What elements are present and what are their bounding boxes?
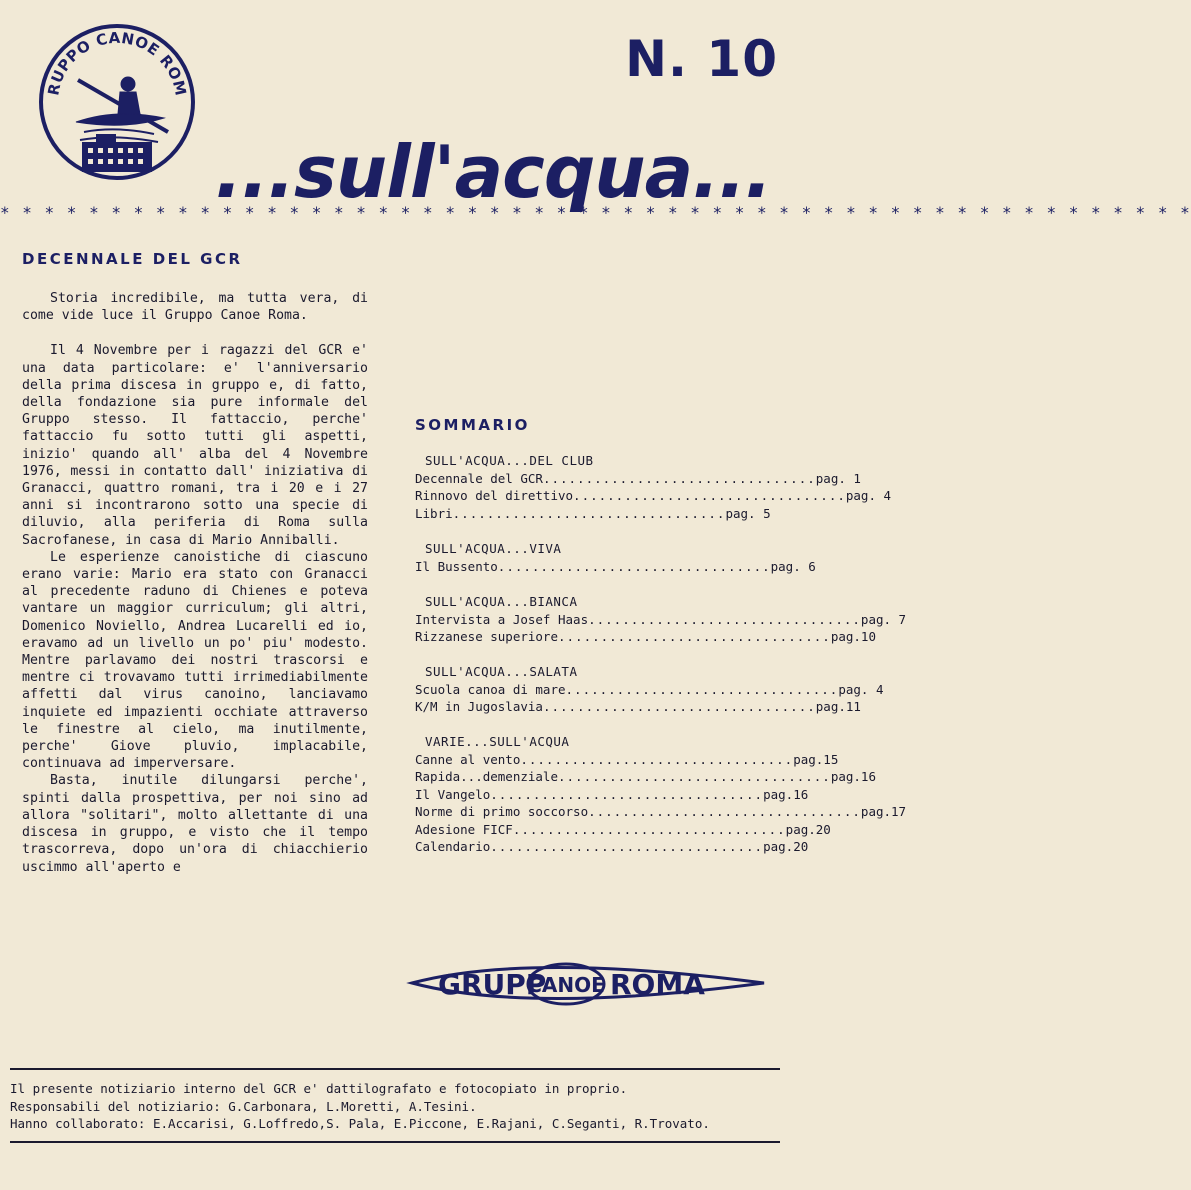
article-paragraph: Storia incredibile, ma tutta vera, di come vide luce il Gruppo Canoe Roma. (22, 291, 368, 324)
toc-entry: Il Bussento ................................ pag. 6 (415, 558, 816, 574)
toc-section-heading: SULL'ACQUA...VIVA (425, 541, 562, 556)
masthead-title: ...sull'acqua... (215, 130, 772, 214)
colophon-line: Hanno collaborato: E.Accarisi, G.Loffredo,S. Pala, E.Piccone, E.Rajani, C.Seganti, R.Trovato. (10, 1116, 710, 1131)
colophon-line: Il presente notiziario interno del GCR e' dattilografato e fotocopiato in proprio. (10, 1081, 628, 1096)
club-logo (36, 22, 198, 180)
toc-section (415, 593, 907, 646)
toc-section (415, 663, 884, 716)
toc-entry: Adesione FICF ................................ pag.20 (415, 821, 831, 837)
toc-entry: Libri ................................ pag. 5 (415, 505, 771, 521)
toc-section-heading: VARIE...SULL'ACQUA (425, 734, 570, 749)
toc-entry: Scuola canoa di mare ................................ pag. 4 (415, 681, 884, 697)
toc-section (415, 452, 892, 522)
issue-number: N. 10 (625, 30, 778, 88)
toc-entry: Rizzanese superiore ................................ pag.10 (415, 629, 876, 644)
article-paragraph: Basta, inutile dilungarsi perche', spinti dalla prospettiva, per noi sino ad allora "solitari", molto allettante di una discesa in gruppo, e visto che il tempo trascorreva, dopo un'ora di chiacchierio uscimmo all'aperto e (22, 773, 368, 875)
toc-entry: Decennale del GCR ................................ pag. 1 (415, 470, 861, 486)
article-title: DECENNALE DEL GCR (22, 250, 243, 268)
toc-entry: Il Vangelo ................................ pag.16 (415, 786, 809, 802)
footer-logo (408, 950, 768, 1016)
toc-section-heading: SULL'ACQUA...DEL CLUB (425, 453, 594, 468)
toc-section-heading: SULL'ACQUA...SALATA (425, 664, 578, 679)
article-paragraph: Il 4 Novembre per i ragazzi del GCR e' una data particolare: e' l'anniversario della prima discesa in gruppo e, di fatto, della fondazione sia pure informale del Gruppo stesso. Il fattaccio, perche' fattaccio fu sotto tutti gli aspetti, inizio' quando all' alba del 4 Novembre 1976, messi in contatto dall' iniziativa di Granacci, quattro romani, tra i 20 e i 27 anni si incontrarono sotto una specie di diluvio, alla periferia di Roma sulla Sacrofanese, in casa di Mario Anniballi. (22, 343, 368, 548)
toc-entry: K/M in Jugoslavia ................................ pag.11 (415, 699, 861, 714)
toc-entry: Norme di primo soccorso ................................ pag.17 (415, 804, 907, 819)
toc-section (415, 733, 907, 856)
toc-entry: Rapida...demenziale ................................ pag.16 (415, 769, 876, 784)
svg-text:GRUPPO CANOE ROMA (36, 22, 190, 98)
toc-entry: Calendario ................................ pag.20 (415, 839, 809, 854)
colophon (10, 1068, 780, 1143)
logo-text: RUPPO CANOE ROM (44, 28, 190, 98)
toc-entry: Canne al vento ................................ pag.15 (415, 751, 839, 767)
toc-title: SOMMARIO (415, 416, 530, 434)
article-body (22, 290, 368, 876)
footer-logo-right: ROMA (610, 968, 705, 1001)
colophon-line: Responsabili del notiziario: G.Carbonara, L.Moretti, A.Tesini. (10, 1098, 477, 1114)
toc-entry: Rinnovo del direttivo ................................ pag. 4 (415, 488, 892, 503)
toc-section-heading: SULL'ACQUA...BIANCA (425, 594, 578, 609)
toc-entry: Intervista a Josef Haas ................................ pag. 7 (415, 611, 907, 627)
article-paragraph: Le esperienze canoistiche di ciascuno erano varie: Mario era stato con Granacci al precedente raduno di Chienes e poteva vantare un maggior curriculum; gli altri, Domenico Noviello, Andrea Lucarelli ed io, eravamo ad un livello un po' piu' modesto. Mentre parlavamo dei nostri trascorsi e mentre ci trovavamo tutti irrimediabilmente affetti dal virus canoino, lanciavamo inquiete ed impazienti occhiate attraverso le finestre al cielo, ma inutilmente, perche' Giove pluvio, implacabile, continuava ad imperversare. (22, 549, 368, 772)
toc-section (415, 540, 816, 575)
star-divider: * * * * * * * * * * * * * * * * * * * * * * * * * * * * * * * * * * * * * * * * * * * * * * * * * * * * * * (0, 203, 1191, 222)
footer-logo-left: GRUPP (438, 968, 547, 1001)
footer-logo-middle: CANOE (527, 973, 605, 997)
